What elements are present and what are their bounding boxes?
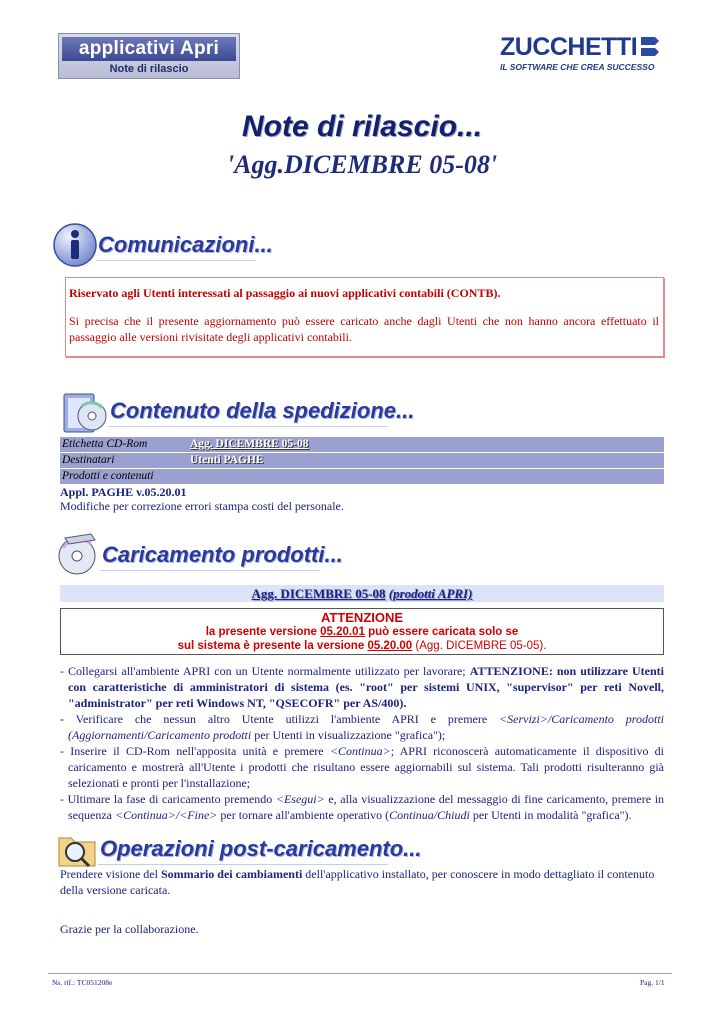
attention-version: 05.20.00 xyxy=(367,640,413,652)
banner-subtitle: Note di rilascio xyxy=(109,63,189,75)
table-row xyxy=(60,437,664,452)
instructions-list xyxy=(60,663,664,823)
instruction-text: e, alla visualizzazione del messaggio di fine caricamento, premere in sequenza xyxy=(68,792,665,822)
instruction-text: Verificare che nessun altro Utente utilizzi l'ambiente APRI e premere xyxy=(75,712,488,726)
section-spedizione-heading: Contenuto della spedizione... xyxy=(110,398,415,423)
attention-line-2 xyxy=(61,639,663,653)
instruction-text: - Ultimare la fase di caricamento premendo xyxy=(60,792,273,806)
instruction-command: <Servizi>/Caricamento prodotti (Aggiornamenti/Caricamento prodotti xyxy=(68,712,664,742)
zucchetti-logo xyxy=(500,33,670,79)
attention-title: ATTENZIONE xyxy=(320,610,404,625)
section-comunicazioni-heading: Comunicazioni... xyxy=(98,232,273,257)
post-text: dell'applicativo installato, per conoscere in modo dettagliato il contenuto della versione caricata. xyxy=(60,867,655,897)
instruction-text: per tornare all'ambiente operativo ( xyxy=(220,808,390,822)
page-subtitle: 'Agg.DICEMBRE 05-08' xyxy=(226,150,498,179)
divider xyxy=(96,260,256,261)
instruction-text: per Utenti in visualizzazione "grafica"); xyxy=(254,728,446,742)
comunicazioni-line-2: Si precisa che il presente aggiornamento può essere caricato anche dagli Utenti che non hanno ancora effettuato il passaggio alle versioni rivisitate degli applicativi contabili. xyxy=(69,314,659,344)
divider xyxy=(98,864,388,865)
product-version: Appl. PAGHE v.05.20.01 xyxy=(60,485,187,499)
footer-rule xyxy=(48,973,672,974)
caricamento-bar-suffix: (prodotti APRI) xyxy=(388,586,473,601)
instruction-command: Continua/Chiudi xyxy=(389,808,470,822)
attention-box xyxy=(60,608,664,655)
row-value: Agg. DICEMBRE 05-08 xyxy=(190,438,309,450)
row-label: Prodotti e contenuti xyxy=(62,470,154,482)
caricamento-bar xyxy=(60,585,664,602)
divider xyxy=(108,426,388,427)
brand-name: ZUCCHETTI xyxy=(500,33,638,61)
attention-text: (Agg. DICEMBRE 05-05). xyxy=(415,640,547,652)
instruction-command: <Esegui> xyxy=(275,792,325,806)
instruction-warning: ATTENZIONE: non utilizzare Utenti con caratteristiche di amministratori di sistema (es. "root" per sistemi UNIX, "supervisor" per reti Novell, "administrator" per reti Windows NT, "QSECOFR" per AS/400). xyxy=(68,664,664,710)
page-title: Note di rilascio... xyxy=(241,110,483,143)
section-post-heading: Operazioni post-caricamento... xyxy=(100,836,422,861)
cd-install-icon xyxy=(55,530,103,578)
brand-tagline: IL SOFTWARE CHE CREA SUCCESSO xyxy=(500,62,655,72)
instruction-command: <Continua> xyxy=(329,744,391,758)
thanks-text: Grazie per la collaborazione. xyxy=(60,922,199,936)
instruction-item xyxy=(60,663,664,711)
instruction-text: - Inserire il CD-Rom nell'apposita unità e premere xyxy=(60,744,324,758)
post-emphasis: Sommario dei cambiamenti xyxy=(160,867,303,881)
instruction-item xyxy=(60,743,664,791)
attention-version: 05.20.01 xyxy=(320,626,365,638)
footer-page-number: Pag. 1/1 xyxy=(640,978,665,987)
row-label: Destinatari xyxy=(62,454,115,466)
info-icon xyxy=(52,222,98,268)
table-row xyxy=(60,453,664,468)
instruction-command: <Continua>/<Fine> xyxy=(114,808,218,822)
instruction-item: - Verificare che nessun altro Utente utilizzi l'ambiente APRI e premere <Servizi>/Caricamento prodotti (Aggiornamenti/Caricamento prodotti per Utenti in visualizzazione "grafica"); xyxy=(60,712,664,742)
post-paragraph xyxy=(60,866,664,898)
attention-text: sul sistema è presente la versione xyxy=(177,640,365,652)
divider xyxy=(100,570,320,571)
section-caricamento-heading: Caricamento prodotti... xyxy=(102,542,343,567)
instruction-text: ; APRI riconoscerà automaticamente il dispositivo di caricamento e mostrerà all'Utente i prodotti che risultano essere aggiornabili sul sistema. Tali prodotti risulteranno già selezionati e pronti per l'installazione; xyxy=(68,744,665,790)
comunicazioni-line-1: Riservato agli Utenti interessati al passaggio ai nuovi applicativi contabili (CONTB). xyxy=(69,286,501,300)
attention-line-1 xyxy=(61,625,663,639)
cd-box-icon xyxy=(60,388,108,436)
instruction-item xyxy=(60,791,664,823)
table-row xyxy=(60,469,664,484)
caricamento-bar-title: Agg. DICEMBRE 05-08 xyxy=(251,586,386,601)
footer-reference: Ns. rif.: TC051208e xyxy=(52,978,113,987)
banner-title: applicativi Apri xyxy=(62,37,236,61)
instruction-text: - Collegarsi all'ambiente APRI con un Utente normalmente utilizzato per lavorare; xyxy=(60,664,466,678)
row-value: Utenti PAGHE xyxy=(190,454,264,466)
post-text: Prendere visione del xyxy=(60,867,158,881)
product-description: Modifiche per correzione errori stampa costi del personale. xyxy=(60,499,344,513)
instruction-text: per Utenti in modalità "grafica"). xyxy=(472,808,632,822)
product-banner xyxy=(58,33,240,79)
brand-arrows-icon xyxy=(639,33,661,61)
row-label: Etichetta CD-Rom xyxy=(62,438,148,450)
attention-text: può essere caricata solo se xyxy=(368,626,519,638)
attention-text: la presente versione xyxy=(205,626,317,638)
